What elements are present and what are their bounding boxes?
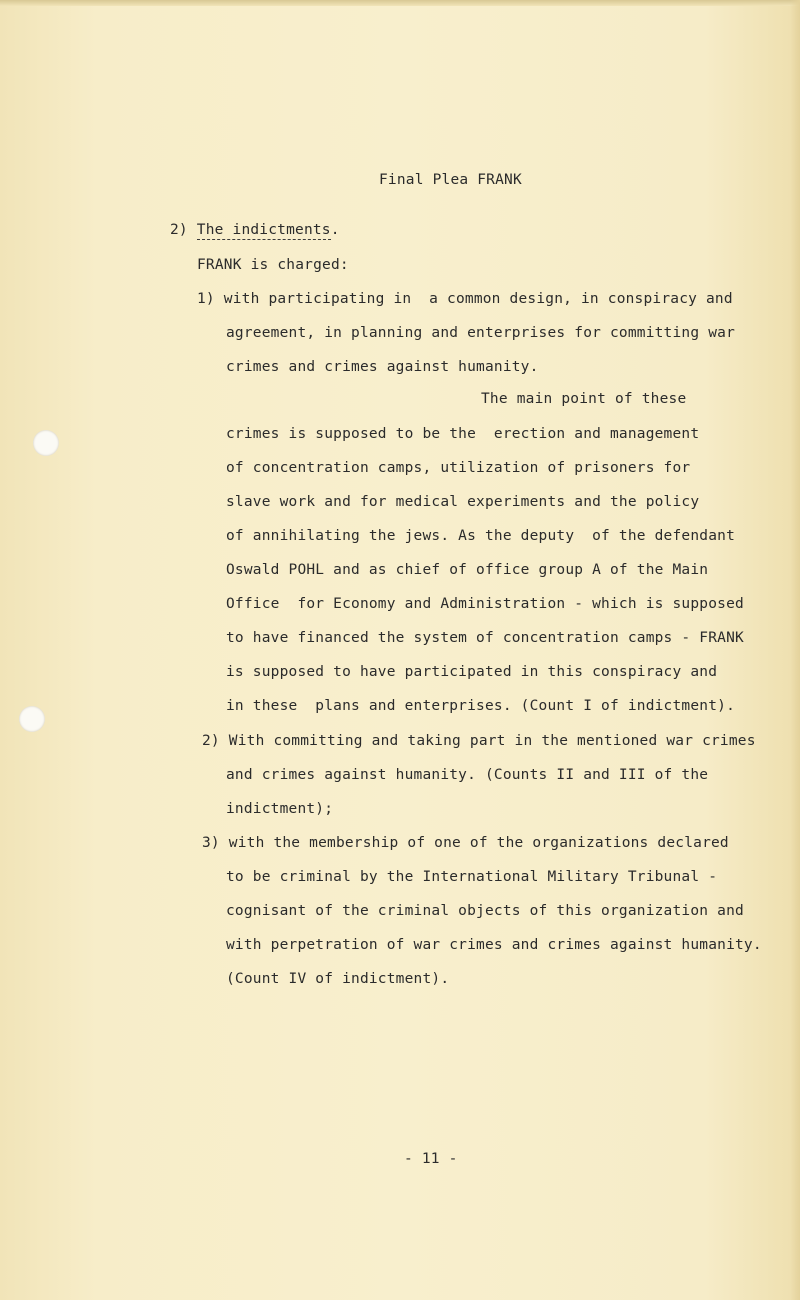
text-line: in these plans and enterprises. (Count I of indictment). — [226, 698, 735, 714]
text-line: 2) With committing and taking part in the mentioned war crimes — [202, 733, 756, 749]
text-line: with perpetration of war crimes and crimes against humanity. — [226, 937, 762, 953]
text-line: to have financed the system of concentration camps - FRANK — [226, 630, 744, 646]
text-line: crimes is supposed to be the erection and management — [226, 426, 700, 442]
text-line: of annihilating the jews. As the deputy of the defendant — [226, 528, 735, 544]
text-line: and crimes against humanity. (Counts II and III of the — [226, 767, 709, 783]
paper-top-edge — [0, 0, 800, 6]
text-line: The main point of these — [481, 391, 687, 407]
page-number: - 11 - — [404, 1151, 458, 1167]
text-line: agreement, in planning and enterprises for committing war — [226, 325, 735, 341]
text-line: (Count IV of indictment). — [226, 971, 450, 987]
text-line: is supposed to have participated in this conspiracy and — [226, 664, 718, 680]
document-title: Final Plea FRANK — [379, 172, 522, 188]
text-line: to be criminal by the International Military Tribunal - — [226, 869, 718, 885]
text-line: 3) with the membership of one of the organizations declared — [202, 835, 729, 851]
punch-hole-lower — [19, 706, 45, 732]
charge-intro: FRANK is charged: — [197, 257, 349, 273]
text-line: cognisant of the criminal objects of this organization and — [226, 903, 744, 919]
heading-underline — [197, 239, 331, 240]
text-line: Office for Economy and Administration - which is supposed — [226, 596, 744, 612]
text-line: indictment); — [226, 801, 334, 817]
text-line: of concentration camps, utilization of prisoners for — [226, 460, 691, 476]
paper-right-edge — [790, 0, 800, 1300]
punch-hole-upper — [33, 430, 59, 456]
text-line: crimes and crimes against humanity. — [226, 359, 539, 375]
text-line: Oswald POHL and as chief of office group A of the Main — [226, 562, 709, 578]
text-line: slave work and for medical experiments and the policy — [226, 494, 700, 510]
section-heading: 2) The indictments. — [170, 222, 340, 238]
text-line: 1) with participating in a common design, in conspiracy and — [197, 291, 733, 307]
